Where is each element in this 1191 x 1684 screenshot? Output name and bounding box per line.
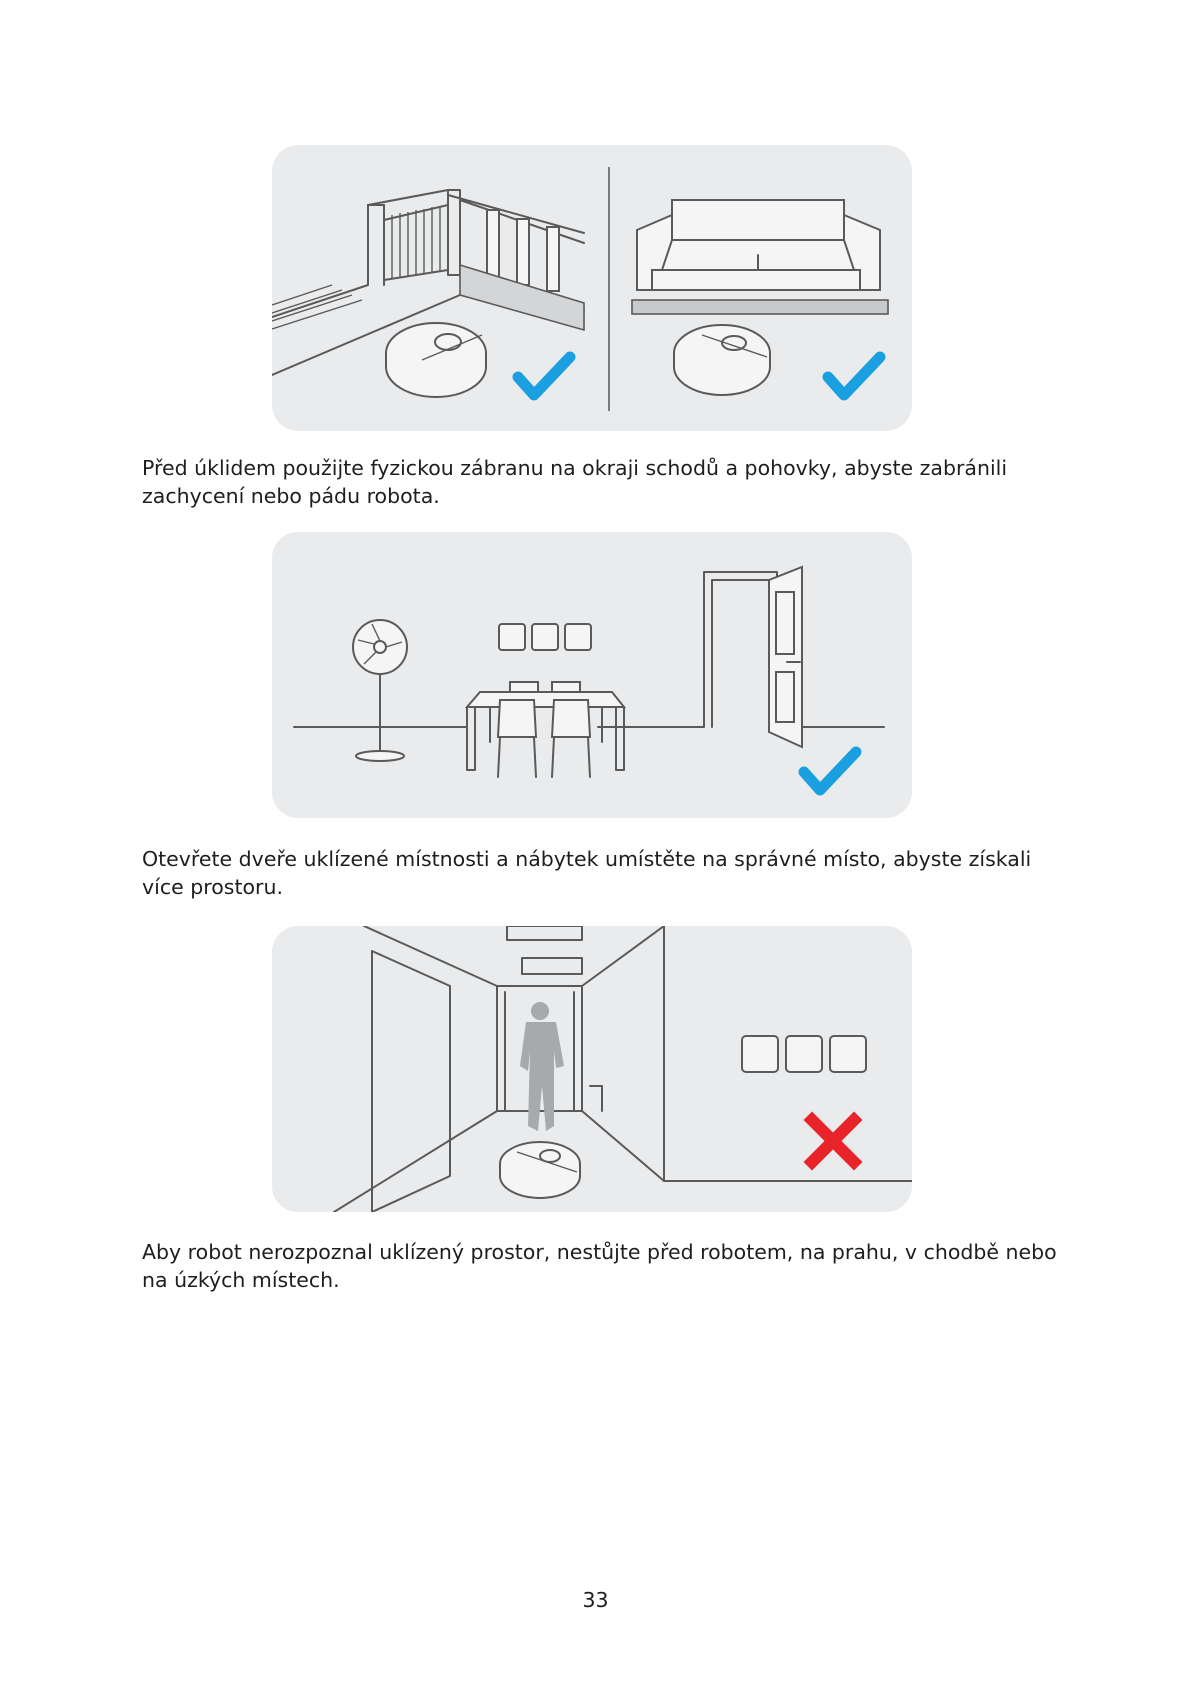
caption-1: Před úklidem použijte fyzickou zábranu na okraji schodů a pohovky, abyste zabránili zachycení nebo pádu robota. xyxy=(142,456,1008,508)
page-number: 33 xyxy=(582,1588,609,1612)
stairs-railing-icon xyxy=(272,190,584,397)
dining-table-icon xyxy=(467,682,624,777)
robot-vacuum-icon xyxy=(674,325,770,395)
caption-3: Aby robot nerozpoznal uklízený prostor, nestůjte před robotem, na prahu, v chodbě nebo na úzkých místech. xyxy=(142,1240,1057,1292)
open-door-icon xyxy=(704,567,802,747)
sofa-icon xyxy=(632,200,888,395)
corridor-drawing xyxy=(272,926,912,1212)
check-mark-icon xyxy=(804,752,856,790)
illustration-stairs-sofa xyxy=(272,145,912,431)
stairs-sofa-drawing xyxy=(272,145,912,431)
room-drawing xyxy=(272,532,912,818)
standing-fan-icon xyxy=(353,620,407,761)
caption-2: Otevřete dveře uklízené místnosti a nábytek umístěte na správné místo, abyste získali více prostoru. xyxy=(142,847,1032,899)
illustration-corridor xyxy=(272,926,912,1212)
illustration-room xyxy=(272,532,912,818)
check-mark-icon xyxy=(518,357,570,395)
robot-vacuum-icon xyxy=(386,323,486,397)
cross-mark-icon xyxy=(812,1120,854,1162)
wall-pictures-icon xyxy=(742,1036,866,1072)
robot-vacuum-icon xyxy=(500,1142,580,1198)
check-mark-icon xyxy=(828,357,880,395)
wall-pictures-icon xyxy=(499,624,591,650)
